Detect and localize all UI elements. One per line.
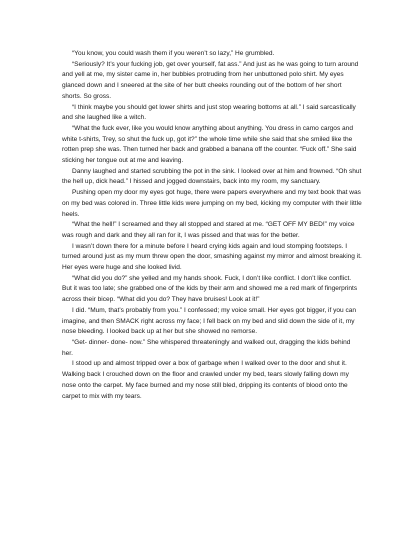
paragraph: I did. “Mum, that’s probably from you.” I confessed; my voice small. Her eyes got bigger, if you can imagine, and then SMACK right across my face; I fell back on my bed and slid down the side of it, my nose bleeding. I looked back up at her but she showed no remorse. — [62, 306, 357, 336]
paragraph: Pushing open my door my eyes got huge, there were papers everywhere and my text book that was on my bed was colored in. Three little kids were jumping on my bed, kicking my computer with their little heels. — [62, 189, 362, 218]
story-text — [62, 49, 362, 402]
paragraph: I stood up and almost tripped over a box of garbage when I walked over to the door and shut it. Walking back I crouched down on the floor and crawled under my bed, tears slowly falling down my nose onto the carpet. My face burned and my nose still bled, dripping its contents of blood onto the carpet to mix with my tears. — [62, 360, 349, 400]
paragraph: “What did you do?” she yelled and my hands shook. Fuck, I don’t like conflict. I don’t like conflict. But it was too late; she grabbed one of the kids by their arm and showed me a red mark of fingerprints across their bicep. “What did you do? They have bruises! Look at it!” — [62, 274, 358, 304]
paragraph: “You know, you could wash them if you weren’t so lazy,” He grumbled. — [72, 50, 275, 57]
paragraph: I wasn’t down there for a minute before I heard crying kids again and loud stomping footsteps. I turned around just as my mum threw open the door, smashing against my mirror and almost breaking it. Her eyes were huge and she looked livid. — [62, 242, 362, 272]
paragraph: “What the fuck ever, like you would know anything about anything. You dress in camo cargos and white t-shirts, Trey, so shut the fuck up, got it?” the whole time while she said that she smiled like the rotten prep she was. Then turned her back and grabbed a banana off the counter. “Fuck off.” She said sticking her tongue out at me and leaving. — [62, 124, 357, 165]
paragraph: Danny laughed and started scrubbing the pot in the sink. I looked over at him and frowned. “Oh shut the hell up, dick head.” I hissed and jogged downstairs, back into my room, my sanctuary. — [62, 167, 362, 186]
paragraph: “I think maybe you should get lower shirts and just stop wearing bottoms at all.” I said sarcastically and she laughed like a witch. — [62, 103, 356, 122]
paragraph: “Get- dinner- done- now.” She whispered threateningly and walked out, dragging the kids behind her. — [62, 338, 351, 357]
paragraph: “Seriously? It’s your fucking job, get over yourself, fat ass.” And just as he was going to turn around and yell at me, my sister came in, her bubbies protruding from her unbuttoned polo shirt. My eyes glanced down and I sneered at the site of her butt cheeks rounding out of the bottom of her short shorts. So gross. — [62, 60, 359, 100]
paragraph: “What the hell!” I screamed and they all stopped and stared at me. “GET OFF MY BED!” my voice was rough and dark and they all ran for it, I was pissed and that was for the better. — [62, 221, 355, 239]
